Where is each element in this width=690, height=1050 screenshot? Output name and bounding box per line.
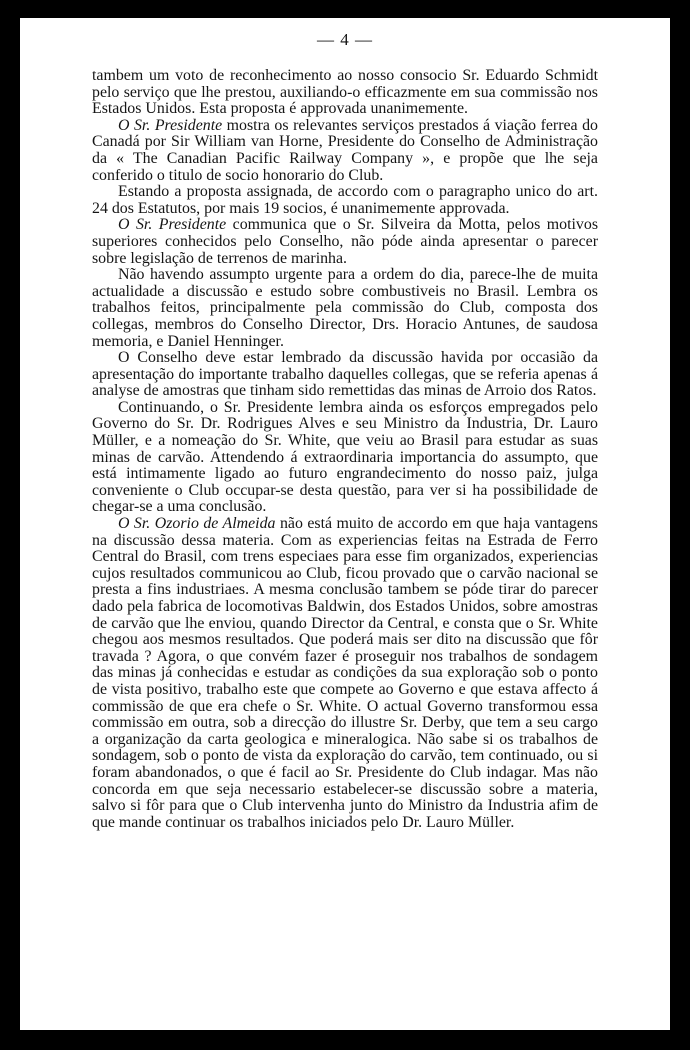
paragraph-text: Não havendo assumpto urgente para a ordem do dia, parece-lhe de muita actualidade a discussão e estudo sobre combustiveis no Brasil. Lembra os trabalhos feitos, principalmente pela commissão do Club, composta dos collegas, membros do Conselho Director, Drs. Horacio Antunes, de saudosa memoria, e Daniel Henninger. [92, 266, 598, 350]
paragraph [92, 400, 598, 516]
paragraph-text: não está muito de accordo em que haja vantagens na discussão dessa materia. Com as experiencias feitas na Estrada de Ferro Central do Brasil, com trens especiaes para esse fim organizados, experiencias cujos resultados communicou ao Club, ficou provado que o carvão nacional se presta a fins industriaes. A mesma conclusão tambem se póde tirar do parecer dado pela fabrica de locomotivas Baldwin, dos Estados Unidos, sobre amostras de carvão que lhe enviou, quando Director da Central, e consta que o Sr. White chegou aos mesmos resultados. Que poderá mais ser dito na discussão que fôr travada ? Agora, o que convém fazer é proseguir nos trabalhos de sondagem das minas já conhecidas e estudar as condições da sua exploração sob o ponto de vista positivo, trabalho este que compete ao Governo e que estava affecto á commissão de que era chefe o Sr. White. O actual Governo transformou essa commissão em outra, sob a direcção do illustre Sr. Derby, que tem a seu cargo a organização da carta geologica e mineralogica. Não sabe si os trabalhos de sondagem, sob o ponto de vista da exploração do carvão, tem continuado, ou si foram abandonados, o que é facil ao Sr. Presidente do Club indagar. Mas não concorda em que seja necessario estabelecer-se discussão sobre a materia, salvo si fôr para que o Club intervenha junto do Ministro da Industria afim de que mande continuar os trabalhos iniciados pelo Dr. Lauro Müller. [92, 515, 598, 831]
body-text [92, 68, 598, 831]
paragraph-text: tambem um voto de reconhecimento ao nosso consocio Sr. Eduardo Schmidt pelo serviço que lhe prestou, auxiliando-o efficazmente em sua commissão nos Estados Unidos. Esta proposta é approvada unanimemente. [92, 67, 598, 118]
paragraph [92, 217, 598, 267]
paragraph [92, 267, 598, 350]
paragraph-text: communica que o Sr. Silveira da Motta, pelos motivos superiores conhecidos pelo Conselho, não póde ainda apresentar o parecer sobre legislação de terrenos de marinha. [92, 216, 599, 267]
paragraph [92, 118, 598, 184]
document-page [20, 18, 670, 1030]
paragraph-text: mostra os relevantes serviços prestados á viação ferrea do Canadá por Sir William van Horne, Presidente do Conselho de Administração da « The Canadian Pacific Railway Company », e propõe que lhe seja conferido o titulo de socio honorario do Club. [92, 116, 599, 184]
paragraph-text: Estando a proposta assignada, de accordo com o paragrapho unico do art. 24 dos Estatutos, por mais 19 socios, é unanimemente approvada. [92, 183, 598, 217]
paragraph [92, 350, 598, 400]
paragraph [92, 184, 598, 217]
paragraph-text: O Conselho deve estar lembrado da discussão havida por occasião da apresentação do importante trabalho daquelles collegas, que se referia apenas á analyse de amostras que tinham sido remettidas das minas de Arroio dos Ratos. [92, 349, 598, 400]
speaker-name: O Sr. Presidente [118, 216, 227, 234]
speaker-name: O Sr. Ozorio de Almeida [118, 515, 276, 533]
speaker-name: O Sr. Presidente [118, 116, 223, 134]
page-number: — 4 — [317, 30, 373, 49]
paragraph-text: Continuando, o Sr. Presidente lembra ainda os esforços empregados pelo Governo do Sr. Dr. Rodrigues Alves e seu Ministro da Industria, Dr. Lauro Müller, e a nomeação do Sr. White, que veiu ao Brasil para estudar as suas minas de carvão. Attendendo á extraordinaria importancia do assumpto, que está intimamente ligado ao futuro engrandecimento do nosso paiz, julga conveniente o Club occupar-se desta questão, para ver si ha possibilidade de chegar-se a uma conclusão. [92, 398, 598, 516]
paragraph [92, 516, 598, 831]
paragraph [92, 68, 598, 118]
